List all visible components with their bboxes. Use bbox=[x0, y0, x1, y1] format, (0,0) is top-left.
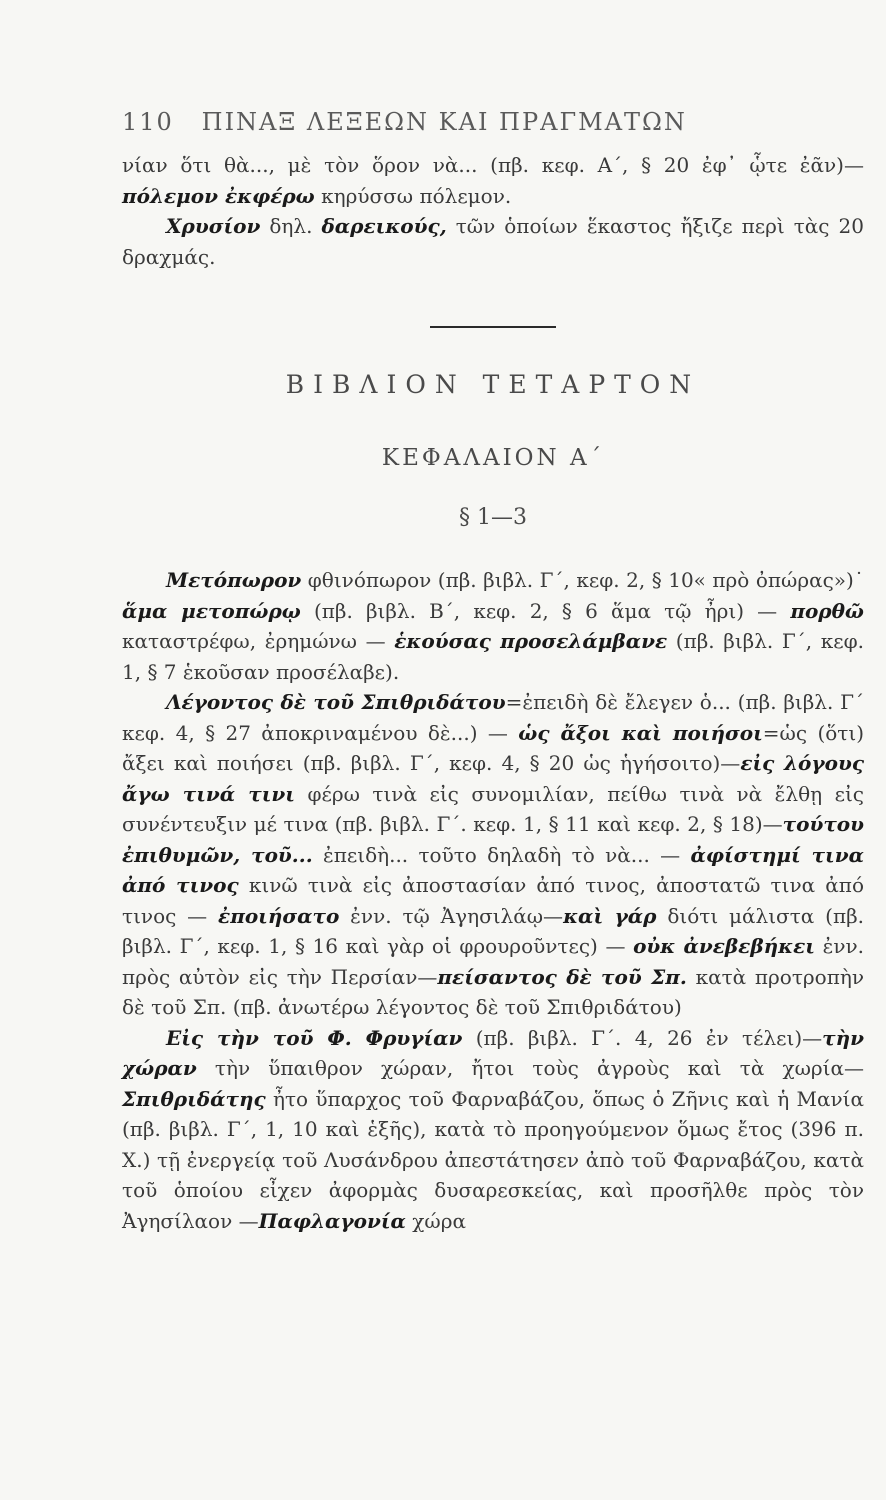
text-run: (πβ. βιβλ. Γ΄, κεφ. 1, § 7 ἑκοῦσαν προσέλαβε). bbox=[122, 629, 864, 684]
running-title: ΠΙΝΑΞ ΛΕΞΕΩΝ ΚΑΙ ΠΡΑΓΜΑΤΩΝ bbox=[201, 108, 687, 136]
lemma: ἅμα μετοπώρῳ bbox=[122, 598, 301, 623]
lemma: Εἰς τὴν τοῦ Φ. Φρυγίαν bbox=[166, 1025, 463, 1050]
text-run: χώρα bbox=[405, 1208, 466, 1233]
text-run: τὴν ὕπαιθρον χώραν, ἤτοι τοὺς ἀγροὺς καὶ τὰ χωρία— bbox=[196, 1056, 864, 1080]
lemma: εἰς λόγους ἄγω τινά τινι bbox=[122, 751, 864, 806]
text-run: ἦτο ὕπαρχος τοῦ Φαρναβάζου, ὅπως ὁ Ζῆνις καὶ ἡ Μανία (πβ. βιβλ. Γ΄, 1, 10 καὶ ἑξῆς), κατὰ τὸ προηγούμενον ὅμως ἔτος (396 π. Χ.) τῇ ἐνεργείᾳ τοῦ Λυσάνδρου ἀπεστάτησεν ἀπὸ τοῦ Φαρναβάζου, κατὰ τοῦ ὁποίου εἶχεν ἀφορμὰς δυσαρεσκείας, καὶ προσῆλθε πρὸς τὸν Ἀγησίλαον — bbox=[122, 1086, 864, 1233]
lemma: δαρεικούς, bbox=[321, 214, 447, 238]
text-run: διότι μάλιστα (πβ. βιβλ. Γ΄, κεφ. 1, § 16 καὶ γὰρ οἱ φρουροῦντες) — bbox=[122, 903, 865, 958]
lemma: πόλεμον ἐκφέρω bbox=[122, 183, 315, 208]
text-run: καταστρέφω, ἐρημώνω — bbox=[122, 629, 395, 653]
top-paragraphs bbox=[122, 150, 864, 272]
lemma: Σπιθριδάτης bbox=[122, 1086, 266, 1111]
lemma: Μετόπωρον bbox=[166, 568, 302, 592]
text-run: δηλ. bbox=[260, 214, 322, 238]
text-run: =ἐπειδὴ δὲ ἔλεγεν ὁ... (πβ. βιβλ. Γ΄ κεφ. 4, § 27 ἀποκριναμένου δὲ...) — bbox=[122, 690, 864, 745]
text-run: ἐνν. πρὸς αὐτὸν εἰς τὴν Περσίαν— bbox=[122, 934, 865, 989]
text-run: νίαν ὅτι θὰ..., μὲ τὸν ὅρον νὰ... (πβ. κεφ. Α΄, § 20 ἐφ᾽ ᾧτε ἐᾶν)— bbox=[122, 153, 864, 177]
paragraph-phrygia bbox=[122, 1023, 864, 1237]
text-run: (πβ. βιβλ. Γ΄. 4, 26 ἐν τέλει)— bbox=[462, 1025, 823, 1050]
section-divider bbox=[430, 326, 556, 328]
paragraph-metoporon bbox=[122, 565, 864, 687]
main-text bbox=[122, 565, 864, 1236]
lemma: πείσαντος δὲ τοῦ Σπ. bbox=[437, 964, 687, 989]
text-run: κατὰ προτροπὴν δὲ τοῦ Σπ. (πβ. ἀνωτέρω λέγοντος δὲ τοῦ Σπιθριδάτου) bbox=[122, 964, 864, 1019]
lemma: πορθῶ bbox=[790, 598, 864, 623]
book-title: ΒΙΒΛΙΟΝ ΤΕΤΑΡΤΟΝ bbox=[285, 370, 701, 399]
text-run: ἐπειδὴ... τοῦτο δηλαδὴ τὸ νὰ... — bbox=[312, 842, 691, 867]
lemma: Λέγοντος δὲ τοῦ Σπιθριδάτου bbox=[166, 690, 506, 714]
running-header bbox=[122, 108, 742, 136]
lemma: ἑκούσας προσελάμβανε bbox=[394, 629, 668, 653]
text-run: ἐνν. τῷ Ἀγησιλάῳ— bbox=[339, 903, 564, 928]
paragraph-polemon bbox=[122, 150, 864, 211]
paragraph-chrysion bbox=[122, 211, 864, 272]
lemma: οὐκ ἀνεβεβήκει bbox=[633, 934, 815, 958]
text-run: κηρύσσω πόλεμον. bbox=[314, 183, 512, 208]
lemma: ὡς ἄξοι καὶ ποιήσοι bbox=[518, 720, 763, 745]
page-number: 110 bbox=[122, 108, 174, 136]
lemma: τούτου ἐπιθυμῶν, τοῦ... bbox=[122, 812, 864, 867]
text-run: φέρω τινὰ εἰς συνομιλίαν, πείθω τινὰ νὰ ἔλθῃ εἰς συνέντευξιν μέ τινα (πβ. βιβλ. Γ΄. κεφ. 1, § 11 καὶ κεφ. 2, § 18)— bbox=[122, 781, 865, 836]
paragraph-legontos bbox=[122, 687, 864, 1023]
chapter-title: ΚΕΦΑΛΑΙΟΝ Α΄ bbox=[381, 445, 605, 471]
lemma: ἀφίστημί τινα ἀπό τινος bbox=[122, 842, 864, 897]
text-run: (πβ. βιβλ. Β΄, κεφ. 2, § 6 ἅμα τῷ ἦρι) — bbox=[300, 598, 791, 623]
section-title: § 1—3 bbox=[459, 505, 527, 530]
text-run: =ὡς (ὅτι) ἄξει καὶ ποιήσει (πβ. βιβλ. Γ΄, κεφ. 4, § 20 ὡς ἡγήσοιτο)— bbox=[122, 720, 864, 775]
lemma: καὶ γάρ bbox=[563, 903, 657, 928]
lemma: ἐποιήσατο bbox=[218, 903, 340, 928]
text-run: κινῶ τινὰ εἰς ἀποστασίαν ἀπό τινος, ἀποστατῶ τινα ἀπό τινος — bbox=[122, 873, 864, 928]
lemma: Παφλαγονία bbox=[258, 1208, 406, 1233]
text-run: τῶν ὁποίων ἕκαστος ἤξιζε περὶ τὰς 20 δραχμάς. bbox=[122, 214, 864, 269]
lemma: Χρυσίον bbox=[166, 214, 261, 238]
lemma: τὴν χώραν bbox=[122, 1025, 864, 1080]
text-run: φθινόπωρον (πβ. βιβλ. Γ΄, κεφ. 2, § 10« πρὸ ὀπώρας»)˙ bbox=[301, 568, 864, 592]
